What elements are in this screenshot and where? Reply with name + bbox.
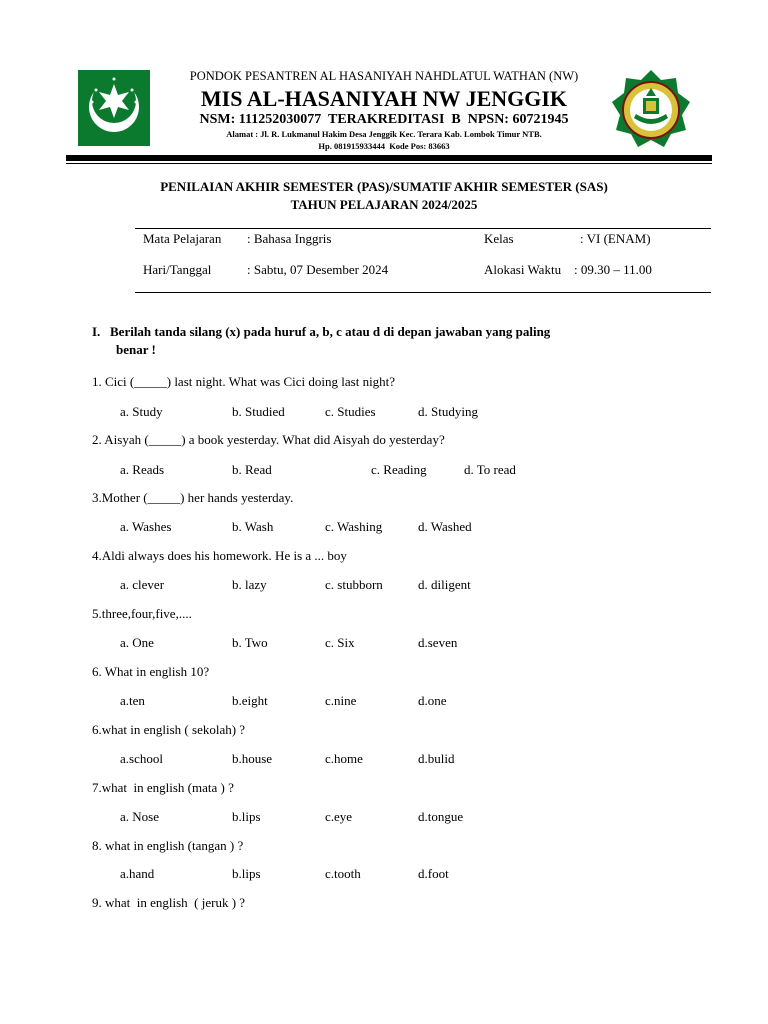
exam-year: TAHUN PELAJARAN 2024/2025: [290, 197, 478, 212]
question-8-option-b: b.lips: [232, 809, 261, 824]
question-2-option-a: a. Reads: [120, 462, 165, 477]
question-8: 7.what in english (mata ) ?: [92, 780, 234, 795]
question-7-option-b: b.house: [232, 751, 273, 766]
school-address: Alamat : Jl. R. Lukmanul Hakim Desa Jenggik Kec. Terara Kab. Lombok Timur NTB.: [226, 129, 542, 139]
school-name: MIS AL-HASANIYAH NW JENGGIK: [200, 86, 568, 111]
question-4-option-a: a. clever: [120, 577, 165, 592]
question-8-option-d: d.tongue: [418, 809, 464, 824]
question-5-option-c: c. Six: [325, 635, 355, 650]
question-6-option-b: b.eight: [232, 693, 268, 708]
question-4: 4.Aldi always does his homework. He is a ... boy: [92, 548, 347, 563]
question-9: 8. what in english (tangan ) ?: [92, 838, 244, 853]
question-9-option-d: d.foot: [418, 866, 449, 881]
question-5: 5.three,four,five,....: [92, 606, 192, 621]
question-3: 3.Mother (_____) her hands yesterday.: [92, 490, 294, 505]
question-4-option-b: b. lazy: [232, 577, 267, 592]
question-2-option-c: c. Reading: [371, 462, 427, 477]
question-7-option-d: d.bulid: [418, 751, 455, 766]
question-8-option-c: c.eye: [325, 809, 353, 824]
subject-label: Mata Pelajaran: [143, 231, 222, 246]
school-ids: NSM: 111252030077 TERAKREDITASI B NPSN: 60721945: [199, 112, 569, 127]
foundation-name: PONDOK PESANTREN AL HASANIYAH NAHDLATUL WATHAN (NW): [189, 69, 579, 83]
question-2-option-b: b. Read: [232, 462, 272, 477]
question-6-option-d: d.one: [418, 693, 447, 708]
time-label: Alokasi Waktu: [484, 262, 562, 277]
question-5-option-a: a. One: [120, 635, 154, 650]
question-8-option-a: a. Nose: [120, 809, 159, 824]
question-3-option-d: d. Washed: [418, 519, 472, 534]
question-6: 6. What in english 10?: [92, 664, 210, 679]
date-value: : Sabtu, 07 Desember 2024: [247, 262, 389, 277]
info-box-bottom-rule: [135, 292, 711, 293]
exam-title: PENILAIAN AKHIR SEMESTER (PAS)/SUMATIF AKHIR SEMESTER (SAS): [160, 179, 608, 194]
question-3-option-b: b. Wash: [232, 519, 274, 534]
question-5-option-b: b. Two: [232, 635, 268, 650]
header-rule-thick: [66, 155, 712, 161]
question-6-option-a: a.ten: [120, 693, 145, 708]
instruction-number: I.: [92, 324, 101, 339]
al-hasaniyah-seal-logo-icon: [604, 68, 698, 152]
header-rule-thin: [66, 163, 712, 164]
nw-star-crescent-logo-icon: [78, 70, 150, 146]
time-value: : 09.30 – 11.00: [574, 262, 652, 277]
question-4-option-c: c. stubborn: [325, 577, 383, 592]
question-2-option-d: d. To read: [464, 462, 516, 477]
question-1-option-a: a. Study: [120, 404, 163, 419]
question-1-option-b: b. Studied: [232, 404, 285, 419]
question-7-option-a: a.school: [120, 751, 163, 766]
question-3-option-a: a. Washes: [120, 519, 172, 534]
question-10: 9. what in english ( jeruk ) ?: [92, 895, 246, 910]
question-5-option-d: d.seven: [418, 635, 458, 650]
question-1-option-d: d. Studying: [418, 404, 478, 419]
question-2: 2. Aisyah (_____) a book yesterday. What did Aisyah do yesterday?: [92, 432, 445, 447]
instruction-line2: benar !: [116, 342, 156, 357]
class-label: Kelas: [484, 231, 514, 246]
question-6-option-c: c.nine: [325, 693, 357, 708]
instruction: [92, 323, 652, 359]
question-9-option-a: a.hand: [120, 866, 155, 881]
question-7: 6.what in english ( sekolah) ?: [92, 722, 246, 737]
question-9-option-b: b.lips: [232, 866, 261, 881]
question-9-option-c: c.tooth: [325, 866, 361, 881]
info-box-top-rule: [135, 228, 711, 229]
school-contact: Hp. 081915933444 Kode Pos: 83663: [318, 141, 450, 151]
question-4-option-d: d. diligent: [418, 577, 471, 592]
question-7-option-c: c.home: [325, 751, 363, 766]
question-1-option-c: c. Studies: [325, 404, 376, 419]
question-3-option-c: c. Washing: [325, 519, 383, 534]
instruction-line1: Berilah tanda silang (x) pada huruf a, b, c atau d di depan jawaban yang paling: [110, 324, 551, 339]
date-label: Hari/Tanggal: [143, 262, 212, 277]
class-value: : VI (ENAM): [580, 231, 651, 246]
subject-value: : Bahasa Inggris: [247, 231, 332, 246]
question-1: 1. Cici (_____) last night. What was Cici doing last night?: [92, 374, 396, 389]
